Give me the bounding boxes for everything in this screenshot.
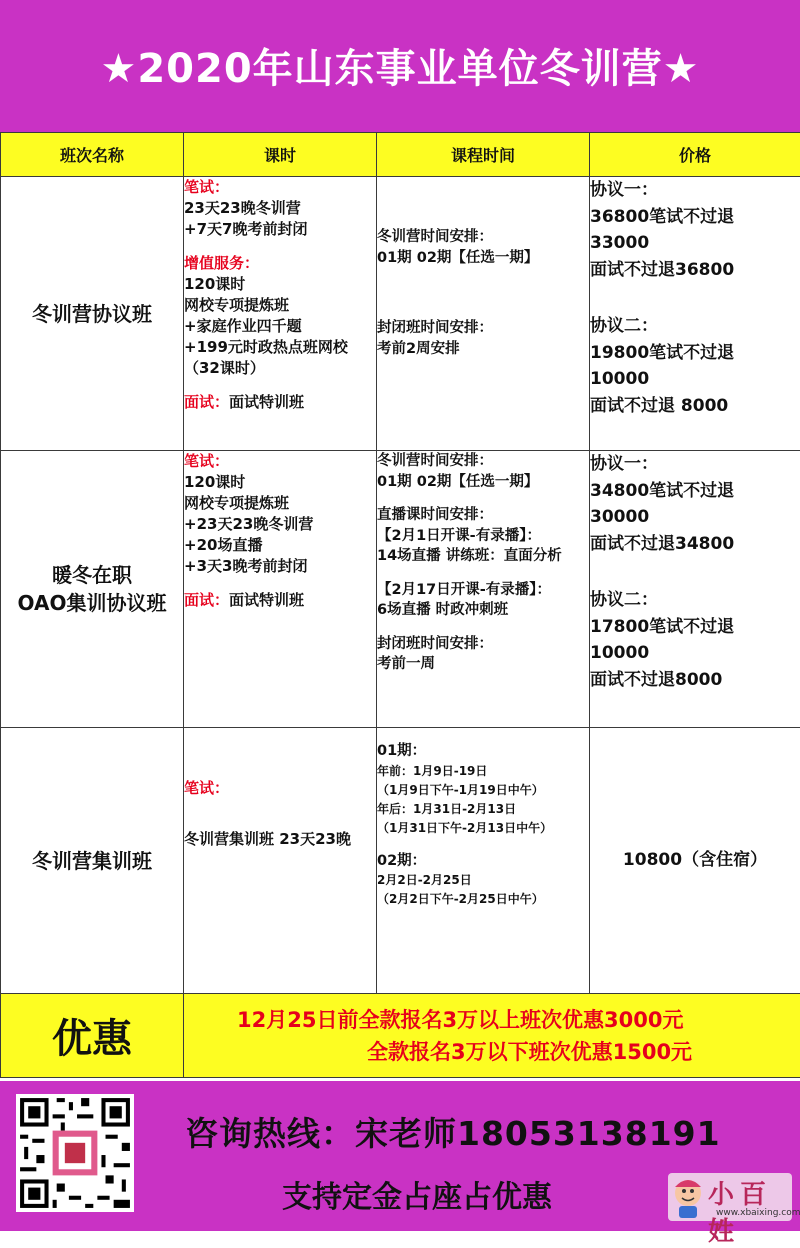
cell-line: 面试不过退8000	[590, 667, 800, 694]
hotline-text: 咨询热线：宋老师18053138191	[185, 1108, 721, 1155]
cell-line: 19800笔试不过退	[590, 340, 800, 367]
class-name: 冬训营协议班	[1, 300, 183, 328]
cell-line: 36800笔试不过退	[590, 204, 800, 231]
line-label: 面试：	[184, 393, 229, 411]
cell-line: 01期 02期【任选一期】	[377, 472, 589, 493]
cell-line: 封闭班时间安排：	[377, 318, 589, 339]
discount-line-1: 12月25日前全款报名3万以上班次优惠3000元	[184, 1004, 800, 1036]
price-cell	[590, 177, 800, 451]
table-row	[1, 451, 800, 728]
header-class-name: 班次名称	[1, 133, 184, 177]
line-label: 年后：	[377, 802, 413, 816]
cell-line	[184, 590, 376, 611]
class-name: 冬训营集训班	[1, 847, 183, 875]
spacer	[184, 577, 376, 590]
line-text: 1月31日-2月13日	[413, 802, 516, 816]
cell-line: 01期：	[377, 741, 589, 762]
header-hours: 课时	[184, 133, 377, 177]
spacer	[184, 240, 376, 253]
cell-line: 协议一：	[590, 451, 800, 478]
cell-line: +20场直播	[184, 535, 376, 556]
cell-line	[184, 392, 376, 413]
spacer	[590, 557, 800, 587]
cell-line: 增值服务：	[184, 253, 376, 274]
class-name-cell	[1, 177, 184, 451]
cell-line: 6场直播 时政冲刺班	[377, 600, 589, 621]
cell-line: +3天3晚考前封闭	[184, 556, 376, 577]
price-value: 10800（含住宿）	[590, 847, 800, 874]
cell-line: 30000	[590, 504, 800, 531]
spacer	[377, 492, 589, 505]
watermark-url: www.xbaixing.com	[716, 1208, 800, 1218]
cell-line: 协议二：	[590, 587, 800, 614]
cell-line: 【2月1日开课-有录播】：	[377, 526, 589, 547]
cell-line: 考前一周	[377, 654, 589, 675]
cell-line: （32课时）	[184, 358, 376, 379]
table-header-row	[1, 133, 800, 177]
cell-line: 面试不过退34800	[590, 531, 800, 558]
cell-line: 34800笔试不过退	[590, 478, 800, 505]
class-name-cell	[1, 451, 184, 728]
header-schedule: 课程时间	[377, 133, 590, 177]
table-row	[1, 177, 800, 451]
cell-line: 17800笔试不过退	[590, 614, 800, 641]
cell-line: 2月2日-2月25日	[377, 871, 589, 890]
schedule-cell	[377, 451, 590, 728]
cell-line: +7天7晚考前封闭	[184, 219, 376, 240]
cell-line: 冬训营时间安排：	[377, 227, 589, 248]
cell-line: 冬训营时间安排：	[377, 451, 589, 472]
line-label: 年前：	[377, 764, 413, 778]
cell-line: 01期 02期【任选一期】	[377, 248, 589, 269]
cell-line: 【2月17日开课-有录播】：	[377, 580, 589, 601]
cell-line: （2月2日下午-2月25日中午）	[377, 890, 589, 909]
discount-line-2: 全款报名3万以下班次优惠1500元	[184, 1036, 800, 1068]
cell-line: 120课时	[184, 472, 376, 493]
line-label: 面试：	[184, 591, 229, 609]
cell-line	[377, 762, 589, 781]
cell-line: 直播课时间安排：	[377, 505, 589, 526]
watermark-brand: 小百姓	[708, 1174, 800, 1248]
hours-cell	[184, 728, 377, 994]
cell-line: 笔试：	[184, 451, 376, 472]
cell-line: +23天23晚冬训营	[184, 514, 376, 535]
hours-cell	[184, 177, 377, 451]
spacer	[184, 728, 376, 778]
cell-line: 考前2周安排	[377, 339, 589, 360]
class-name: OAO集训协议班	[1, 589, 183, 617]
price-cell	[590, 451, 800, 728]
discount-row	[1, 994, 800, 1078]
header-price: 价格	[590, 133, 800, 177]
spacer	[590, 283, 800, 313]
cell-line: 120课时	[184, 274, 376, 295]
spacer	[184, 799, 376, 829]
spacer	[377, 268, 589, 318]
table-row	[1, 728, 800, 994]
schedule-cell	[377, 177, 590, 451]
spacer	[184, 379, 376, 392]
cell-line: 23天23晚冬训营	[184, 198, 376, 219]
cell-line: 笔试：	[184, 177, 376, 198]
cell-line: 33000	[590, 230, 800, 257]
cell-line: 面试不过退 8000	[590, 393, 800, 420]
deposit-text: 支持定金占座占优惠	[282, 1172, 552, 1216]
schedule-cell	[377, 728, 590, 994]
line-text: 面试特训班	[229, 393, 304, 411]
cell-line: 网校专项提炼班	[184, 493, 376, 514]
discount-text	[184, 994, 800, 1078]
qr-code-icon	[16, 1094, 134, 1212]
price-cell	[590, 728, 800, 994]
spacer	[377, 728, 589, 741]
cell-line: （1月31日下午-2月13日中午）	[377, 819, 589, 838]
class-name-cell	[1, 728, 184, 994]
cell-line: 面试不过退36800	[590, 257, 800, 284]
cell-line: 10000	[590, 640, 800, 667]
cell-line: +199元时政热点班网校	[184, 337, 376, 358]
line-text: 1月9日-19日	[413, 764, 487, 778]
spacer	[377, 838, 589, 851]
cell-line: 10000	[590, 366, 800, 393]
cell-line	[377, 800, 589, 819]
cell-line: 协议二：	[590, 313, 800, 340]
line-text: 面试特训班	[229, 591, 304, 609]
page-title: ★2020年山东事业单位冬训营★	[0, 0, 800, 132]
cell-line: 协议一：	[590, 177, 800, 204]
spacer	[377, 567, 589, 580]
spacer	[377, 621, 589, 634]
cell-line: 14场直播 讲练班：直面分析	[377, 546, 589, 567]
cell-line: 封闭班时间安排：	[377, 634, 589, 655]
cell-line: 02期：	[377, 851, 589, 872]
course-table	[0, 132, 800, 1078]
spacer	[377, 177, 589, 227]
cell-line: 网校专项提炼班	[184, 295, 376, 316]
discount-label: 优惠	[1, 994, 184, 1078]
cell-line: 冬训营集训班 23天23晚	[184, 829, 376, 850]
class-name: 暖冬在职	[1, 561, 183, 589]
hours-cell	[184, 451, 377, 728]
cell-line: +家庭作业四千题	[184, 316, 376, 337]
cell-line: 笔试：	[184, 778, 376, 799]
cell-line: （1月9日下午-1月19日中午）	[377, 781, 589, 800]
